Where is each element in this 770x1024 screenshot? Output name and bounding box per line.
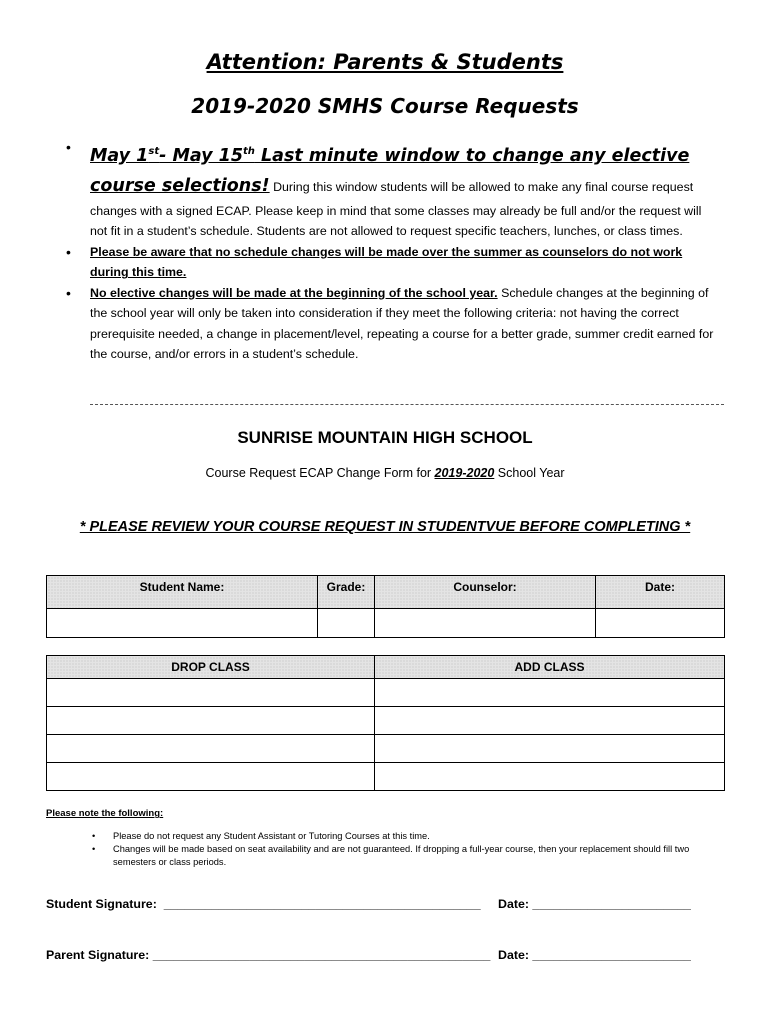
parent-signature-line[interactable]: Parent Signature: _________________________________________________ <box>46 948 491 962</box>
table-row <box>47 735 725 763</box>
drop-class-field[interactable] <box>47 735 375 763</box>
no-elective-notice: No elective changes will be made at the beginning of the school year. <box>90 285 498 300</box>
drop-class-header: DROP CLASS <box>47 656 375 679</box>
counselor-field[interactable] <box>375 609 596 638</box>
date-header: Date: <box>596 576 725 609</box>
change-window-body: During this window students will be allowed to make any final course request changes with a signed ECAP. Please keep in mind that some classes may already be full and/or the request will not fit in a student’s schedule. Students are not allowed to request specific teachers, lunches, or class times. <box>90 179 702 239</box>
bullet-icon: • <box>92 831 96 841</box>
grade-header: Grade: <box>318 576 375 609</box>
review-notice: * PLEASE REVIEW YOUR COURSE REQUEST IN STUDENTVUE BEFORE COMPLETING * <box>79 519 691 535</box>
drop-add-table <box>46 655 725 791</box>
bullet-icon: • <box>66 139 71 155</box>
table-row <box>47 679 725 707</box>
bullet-icon: • <box>66 284 71 301</box>
school-name: SUNRISE MOUNTAIN HIGH SCHOOL <box>237 428 533 447</box>
add-class-field[interactable] <box>375 679 725 707</box>
note-text: Please do not request any Student Assistant or Tutoring Courses at this time. <box>113 831 430 841</box>
note-text: Changes will be made based on seat availability and are not guaranteed. If dropping a full-year course, then your replacement should fill two semesters or class periods. <box>113 844 690 867</box>
date-field[interactable] <box>596 609 725 638</box>
table-row <box>47 763 725 791</box>
change-window-headline: May 1st- May 15th Last minute window to change any elective course selections! <box>90 145 690 196</box>
criteria-text: Schedule changes at the beginning of the school year will only be taken into consideration if they meet the following criteria: not having the correct prerequisite needed, a change in placement/level, repeating a course for a better grade, summer credit earned for the course, and/or errors in a student’s schedule. <box>90 285 714 362</box>
student-signature-line[interactable]: Student Signature: ______________________________________________ <box>46 897 481 911</box>
student-info-table <box>46 575 725 638</box>
add-class-header: ADD CLASS <box>375 656 725 679</box>
add-class-field[interactable] <box>375 763 725 791</box>
bullet-icon: • <box>66 243 71 260</box>
notes-heading: Please note the following: <box>46 808 164 819</box>
form-subtitle: Course Request ECAP Change Form for 2019-2020 School Year <box>205 466 565 480</box>
student-name-field[interactable] <box>47 609 318 638</box>
summer-notice: Please be aware that no schedule changes will be made over the summer as counselors do not work during this time. <box>90 244 683 280</box>
student-name-header: Student Name: <box>47 576 318 609</box>
list-item <box>62 242 722 283</box>
bullet-icon: • <box>92 844 96 854</box>
table-row <box>47 707 725 735</box>
course-requests-heading: 2019-2020 SMHS Course Requests <box>191 94 579 118</box>
notes-list <box>92 830 727 869</box>
list-item <box>62 283 722 365</box>
grade-field[interactable] <box>318 609 375 638</box>
drop-class-field[interactable] <box>47 763 375 791</box>
student-date-line[interactable]: Date: _______________________ <box>498 897 691 911</box>
announcement-list <box>62 137 722 365</box>
add-class-field[interactable] <box>375 707 725 735</box>
cut-line-divider <box>90 404 724 405</box>
attention-heading: Attention: Parents & Students <box>206 50 564 74</box>
parent-date-line[interactable]: Date: _______________________ <box>498 948 691 962</box>
list-item <box>92 830 727 843</box>
drop-class-field[interactable] <box>47 707 375 735</box>
list-item <box>92 843 727 869</box>
counselor-header: Counselor: <box>375 576 596 609</box>
add-class-field[interactable] <box>375 735 725 763</box>
drop-class-field[interactable] <box>47 679 375 707</box>
list-item <box>62 137 722 242</box>
